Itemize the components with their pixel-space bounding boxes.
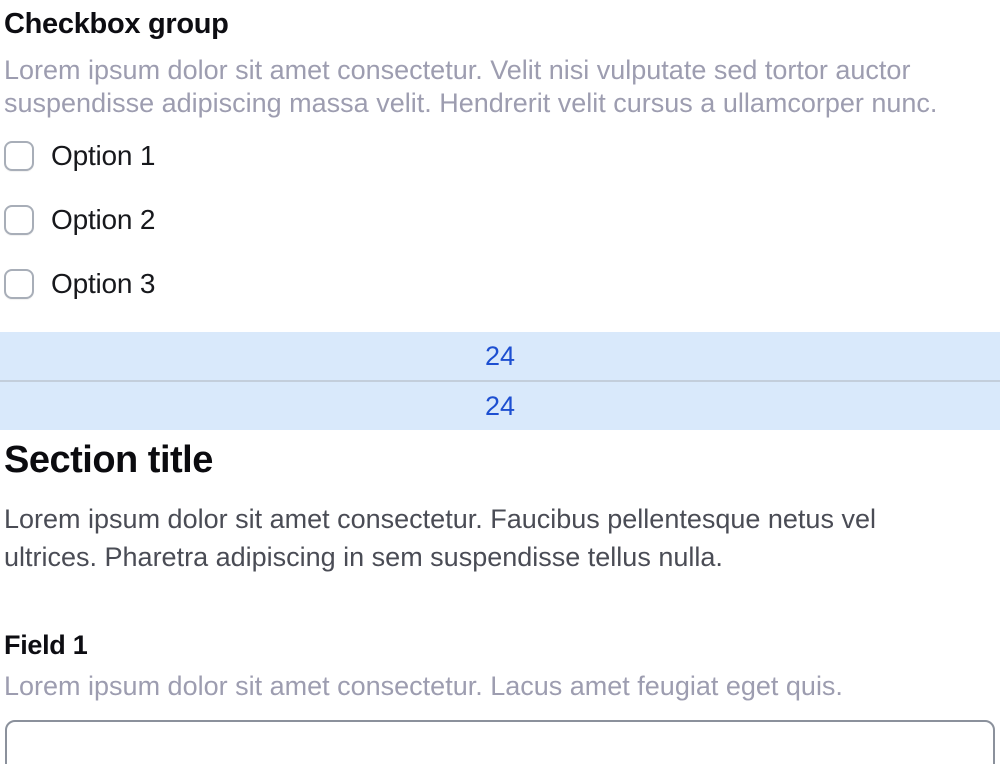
section-description: Lorem ipsum dolor sit amet consectetur. Faucibus pellentesque netus vel ultrices. Pharetra adipiscing in sem suspendisse tellus nulla. <box>4 504 876 572</box>
spacer-row[interactable] <box>0 382 1000 430</box>
spacer-height-value: 24 <box>484 340 516 371</box>
spacer-height-value: 24 <box>484 390 516 421</box>
checkbox-option-label: Option 2 <box>51 203 156 235</box>
checkbox-option-row[interactable] <box>4 268 996 299</box>
checkbox-option-row[interactable] <box>4 140 996 171</box>
spacer-row[interactable] <box>0 332 1000 380</box>
section-title: Section title <box>4 439 213 481</box>
form-page <box>0 6 1000 764</box>
checkbox-group-section <box>0 6 1000 299</box>
checkbox-option-row[interactable] <box>4 204 996 235</box>
checkbox-option-label: Option 3 <box>51 267 156 299</box>
text-section <box>0 436 1000 576</box>
checkbox-options-list <box>4 140 996 299</box>
spacer-block <box>0 332 1000 430</box>
checkbox-icon[interactable] <box>4 269 34 299</box>
checkbox-option-label: Option 1 <box>51 139 156 171</box>
checkbox-group-description: Lorem ipsum dolor sit amet consectetur. Velit nisi vulputate sed tortor auctor suspendisse adipiscing massa velit. Hendrerit velit cursus a ullamcorper nunc. <box>4 55 938 118</box>
field-text-input[interactable] <box>5 720 995 764</box>
field-section <box>0 629 1000 703</box>
checkbox-group-title: Checkbox group <box>4 8 229 40</box>
checkbox-icon[interactable] <box>4 141 34 171</box>
checkbox-icon[interactable] <box>4 205 34 235</box>
field-label: Field 1 <box>4 630 88 660</box>
field-description: Lorem ipsum dolor sit amet consectetur. Lacus amet feugiat eget quis. <box>4 671 843 701</box>
